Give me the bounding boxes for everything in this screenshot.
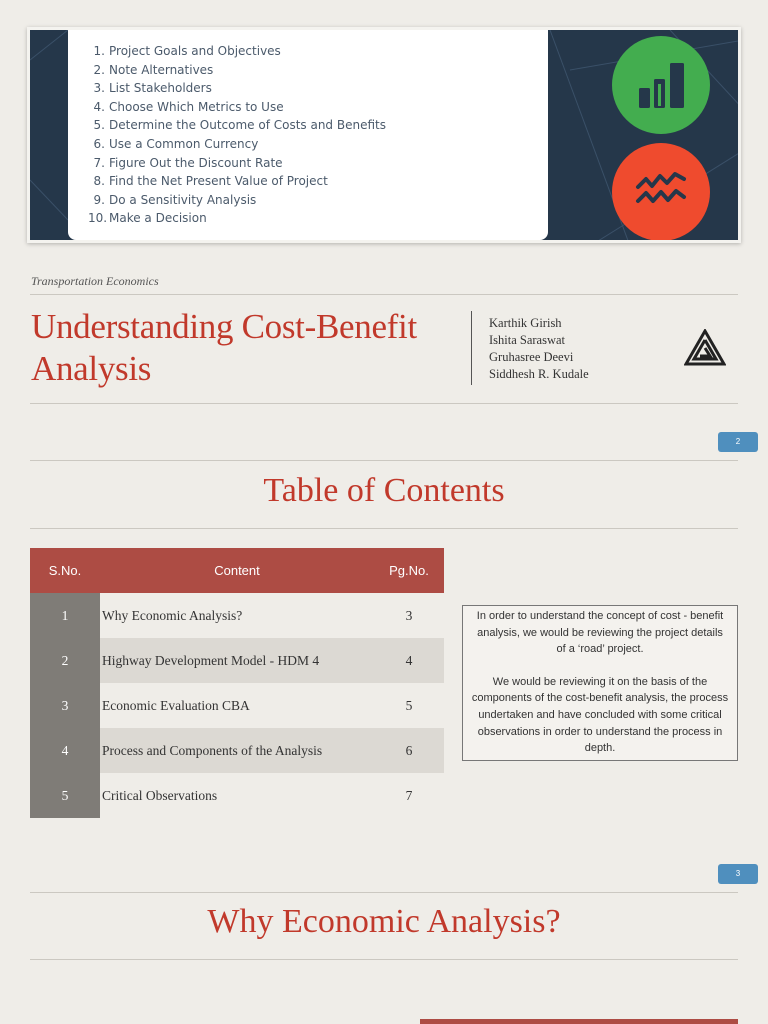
summary-note-box xyxy=(462,605,738,761)
step-item: 3. List Stakeholders xyxy=(93,81,212,96)
row-page: 4 xyxy=(374,638,444,683)
table-row xyxy=(30,683,444,728)
row-content: Economic Evaluation CBA xyxy=(102,697,250,713)
toc-table xyxy=(30,548,444,818)
steps-banner xyxy=(27,27,741,243)
row-sn: 4 xyxy=(30,728,100,773)
row-content: Process and Components of the Analysis xyxy=(100,728,374,773)
table-row xyxy=(30,728,444,773)
row-content: Why Economic Analysis? xyxy=(102,607,243,623)
row-sn: 2 xyxy=(30,638,100,683)
row-sn: 3 xyxy=(30,683,100,728)
divider xyxy=(30,403,738,404)
column-header-sn: S.No. xyxy=(30,548,100,593)
steps-card xyxy=(68,30,548,240)
table-header-row xyxy=(30,548,444,593)
divider xyxy=(30,528,738,529)
step-item: 2. Note Alternatives xyxy=(93,62,214,77)
header-bar-partial xyxy=(420,1019,738,1024)
step-item: 6. Use a Common Currency xyxy=(93,136,259,151)
step-item: 9. Do a Sensitivity Analysis xyxy=(93,192,257,207)
table-row xyxy=(30,773,444,818)
presentation-title: Understanding Cost-Benefit Analysis xyxy=(31,307,417,388)
step-item: 7. Figure Out the Discount Rate xyxy=(93,155,283,170)
course-name: Transportation Economics xyxy=(31,274,159,288)
row-page: 6 xyxy=(374,728,444,773)
divider xyxy=(30,892,738,893)
section-title: Why Economic Analysis? xyxy=(207,903,561,940)
page-number-badge: 3 xyxy=(718,864,758,884)
step-item: 5. Determine the Outcome of Costs and Benefits xyxy=(93,118,386,133)
trend-lines-icon xyxy=(612,143,710,241)
row-sn: 1 xyxy=(30,593,100,638)
column-header-pg: Pg.No. xyxy=(374,548,444,593)
row-page: 5 xyxy=(405,697,413,713)
row-content: Highway Development Model - HDM 4 xyxy=(100,638,374,683)
divider xyxy=(30,294,738,295)
note-paragraph: In order to understand the concept of cost - benefit analysis, we would be reviewing the project details of a ‘road’ project. xyxy=(476,610,724,656)
bar-chart-icon xyxy=(612,36,710,134)
row-page: 7 xyxy=(405,787,413,803)
toc-title: Table of Contents xyxy=(263,472,505,509)
table-row xyxy=(30,593,444,638)
note-paragraph: We would be reviewing it on the basis of the components of the cost-benefit analysis, the process undertaken and have concluded with some critical observations in order to understand the process in depth. xyxy=(471,675,729,755)
divider xyxy=(30,959,738,960)
author-name: Karthik Girish xyxy=(489,316,562,330)
column-header-content: Content xyxy=(100,548,374,593)
divider xyxy=(30,460,738,461)
row-content: Critical Observations xyxy=(102,787,218,803)
author-name: Siddhesh R. Kudale xyxy=(489,367,589,381)
row-page: 3 xyxy=(405,607,413,623)
vertical-divider xyxy=(471,311,472,385)
author-name: Ishita Saraswat xyxy=(489,333,566,347)
page-number-badge: 2 xyxy=(718,432,758,452)
table-row xyxy=(30,638,444,683)
step-item: 4. Choose Which Metrics to Use xyxy=(93,99,284,114)
step-item: 1. Project Goals and Objectives xyxy=(93,44,281,58)
triangle-logo-icon xyxy=(684,329,726,372)
author-name: Gruhasree Deevi xyxy=(489,350,574,364)
author-list xyxy=(489,315,589,383)
step-item: 10. Make a Decision xyxy=(88,211,207,226)
row-sn: 5 xyxy=(30,773,100,818)
step-item: 8. Find the Net Present Value of Project xyxy=(93,174,328,189)
